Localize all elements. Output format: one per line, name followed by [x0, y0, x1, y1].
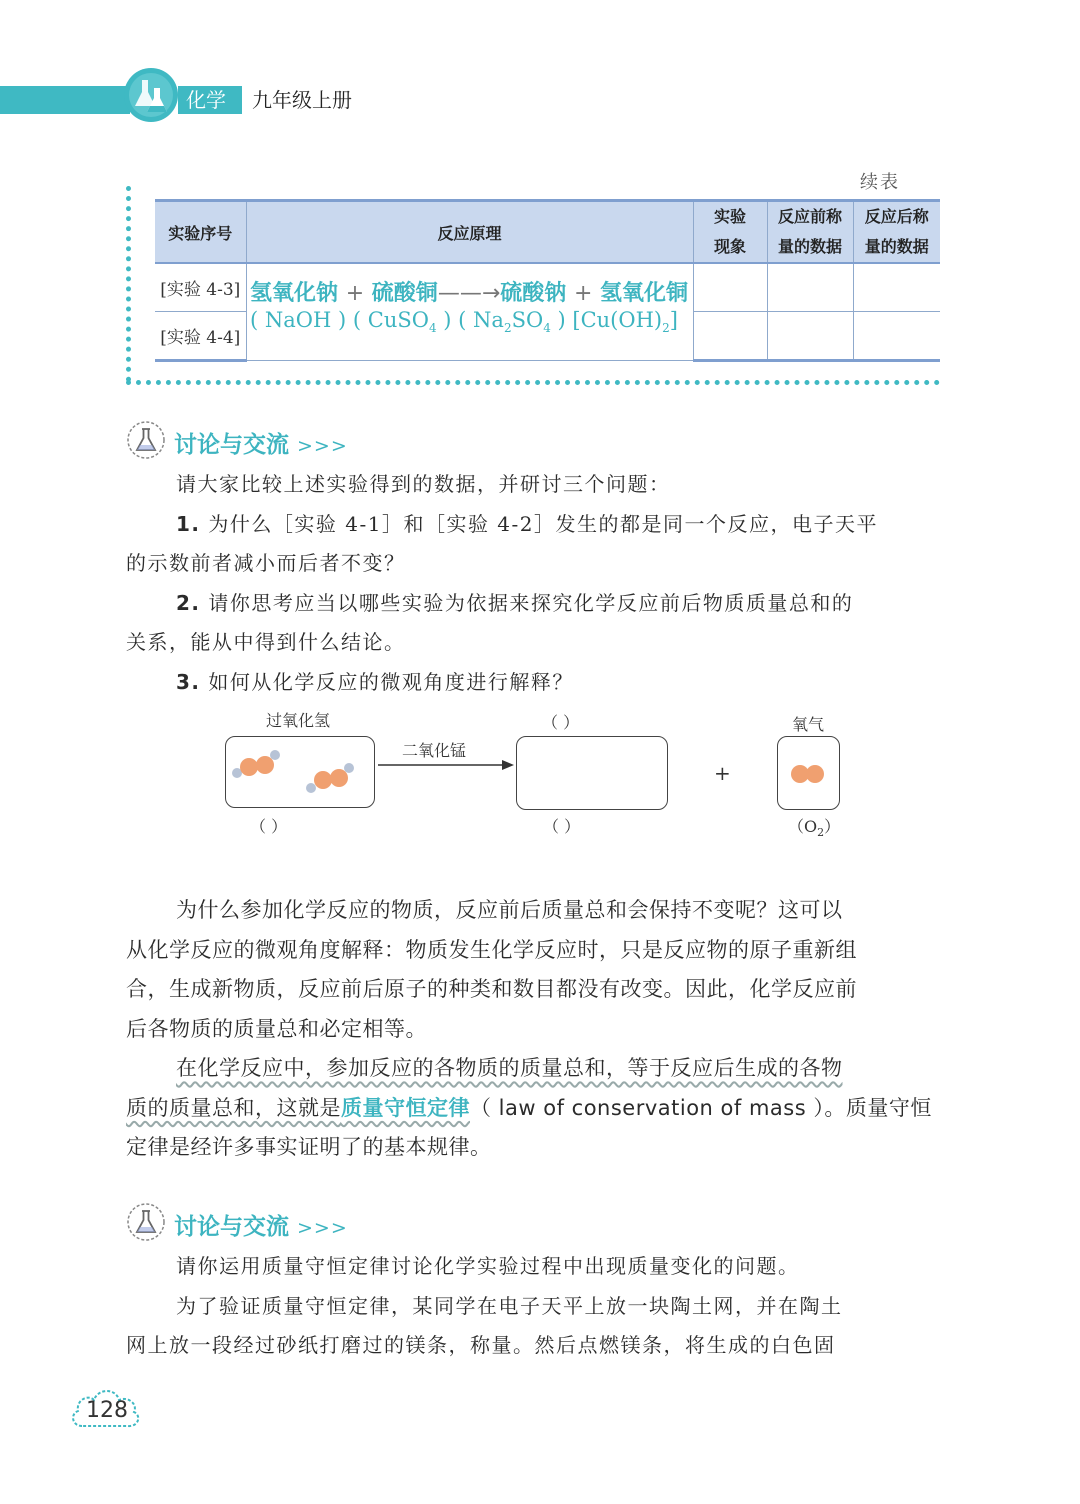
conservation-of-mass-term: 质量守恒定律	[341, 1095, 470, 1120]
question-1: 1. 为什么［实验 4-1］和［实验 4-2］发生的都是同一个反应，电子天平	[176, 511, 879, 536]
oxygen-label: 氧气	[792, 715, 825, 734]
body-line: 为什么参加化学反应的物质，反应前后质量总和会保持不变呢？这可以	[176, 898, 843, 922]
cell-empty	[853, 263, 940, 312]
discussion-flask-icon	[126, 1202, 166, 1242]
cell-empty	[767, 312, 853, 361]
question-3: 3. 如何从化学反应的微观角度进行解释？	[176, 669, 574, 694]
header-after-l2: 量的数据	[864, 237, 929, 256]
reactant-formula-blank: （ ）	[250, 817, 288, 836]
reaction-arrow-icon	[378, 756, 516, 774]
body-line: 从化学反应的微观角度解释：物质发生化学反应时，只是反应物的原子重新组	[126, 937, 857, 962]
discussion-questions	[126, 465, 940, 702]
oxygen-formula: $(O_2)$	[788, 817, 841, 840]
arrows-icon: >>>	[297, 1217, 348, 1239]
formula-cuso4: ( CuSO$_4$ )	[352, 308, 452, 336]
table-header-row	[155, 201, 940, 264]
product-formula-top: （ ）	[542, 713, 580, 732]
dotted-border-left	[126, 186, 131, 382]
catalyst-label: 二氧化锰	[402, 741, 467, 760]
body-line: 后各物质的质量总和必定相等。	[126, 1016, 427, 1041]
discussion-intro: 请大家比较上述实验得到的数据，并研讨三个问题：	[176, 472, 671, 496]
product-na2so4: 硫酸钠	[500, 281, 567, 306]
discussion-title: 讨论与交流 >>>	[174, 432, 348, 458]
header-principle: 反应原理	[246, 201, 693, 264]
product-cuoh2: 氢氧化铜	[600, 281, 689, 306]
body-line: 合，生成新物质，反应前后原子的种类和数目都没有改变。因此，化学反应前	[126, 977, 857, 1001]
diagram-plus: +	[714, 761, 731, 785]
body-line: 质的质量总和，这就是质量守恒定律（ law of conservation of mass ）。质量守恒	[126, 1095, 932, 1120]
header-before-l2: 量的数据	[777, 237, 842, 256]
header-phenomenon	[693, 201, 767, 264]
reactant-label: 过氧化氢	[266, 711, 331, 730]
header-after	[853, 201, 940, 264]
product-formula-bottom: （ ）	[543, 817, 581, 836]
cell-empty	[693, 312, 767, 361]
product-box	[516, 736, 668, 810]
page-number: 128	[86, 1398, 128, 1423]
explanation-paragraph	[126, 891, 940, 1168]
reactant-naoh: 氢氧化钠	[250, 281, 339, 306]
header-subject: 化学	[186, 88, 226, 112]
body-line: 定律是经许多事实证明了的基本规律。	[126, 1135, 492, 1159]
header-grade: 九年级上册	[252, 88, 352, 112]
row-id-4-3: [实验 4-3]	[155, 263, 246, 312]
formula-cuoh2: $[Cu(OH)_2]$	[572, 308, 678, 336]
cell-empty	[853, 312, 940, 361]
word-equation	[250, 276, 688, 307]
reaction-arrow: ——→	[437, 281, 501, 306]
discussion-title: 讨论与交流 >>>	[174, 1214, 348, 1240]
discussion2-text	[126, 1247, 940, 1366]
row-id-4-4: [实验 4-4]	[155, 312, 246, 361]
header-before	[767, 201, 853, 264]
cell-empty	[767, 263, 853, 312]
question-2-cont: 关系，能从中得到什么结论。	[126, 630, 406, 654]
h2o2-molecules-icon	[225, 736, 375, 808]
formula-naoh: ( NaOH )	[250, 308, 347, 332]
question-2: 2. 请你思考应当以哪些实验为依据来探究化学反应前后物质质量总和的	[176, 590, 854, 615]
body-line: 在化学反应中，参加反应的各物质的质量总和，等于反应后生成的各物	[176, 1056, 843, 1080]
dotted-border-bottom	[126, 380, 940, 385]
table-continued-label: 续表	[860, 172, 900, 193]
arrows-icon: >>>	[297, 435, 348, 457]
header-phenomenon-l1: 实验	[713, 207, 746, 226]
plus-sign: +	[573, 281, 593, 306]
formula-na2so4: ( $Na_2SO_4$ )	[458, 308, 566, 336]
header-before-l1: 反应前称	[777, 207, 842, 226]
cell-empty	[693, 263, 767, 312]
chemical-formulas	[250, 308, 678, 335]
body-line: 网上放一段经过砂纸打磨过的镁条，称量。然后点燃镁条，将生成的白色固	[126, 1333, 836, 1357]
body-line: 请你运用质量守恒定律讨论化学实验过程中出现质量变化的问题。	[176, 1254, 800, 1278]
header-phenomenon-l2: 现象	[713, 237, 746, 256]
o2-molecule-icon	[777, 736, 839, 808]
reactant-cuso4: 硫酸铜	[371, 281, 438, 306]
plus-sign: +	[345, 281, 365, 306]
header-bar	[0, 86, 130, 114]
discussion-flask-icon	[126, 420, 166, 460]
flask-logo-icon	[122, 66, 180, 124]
body-line: 为了验证质量守恒定律，某同学在电子天平上放一块陶土网，并在陶土	[176, 1293, 843, 1318]
question-1-cont: 的示数前者减小而后者不变？	[126, 551, 406, 575]
header-after-l1: 反应后称	[864, 207, 929, 226]
header-id: 实验序号	[155, 201, 246, 264]
